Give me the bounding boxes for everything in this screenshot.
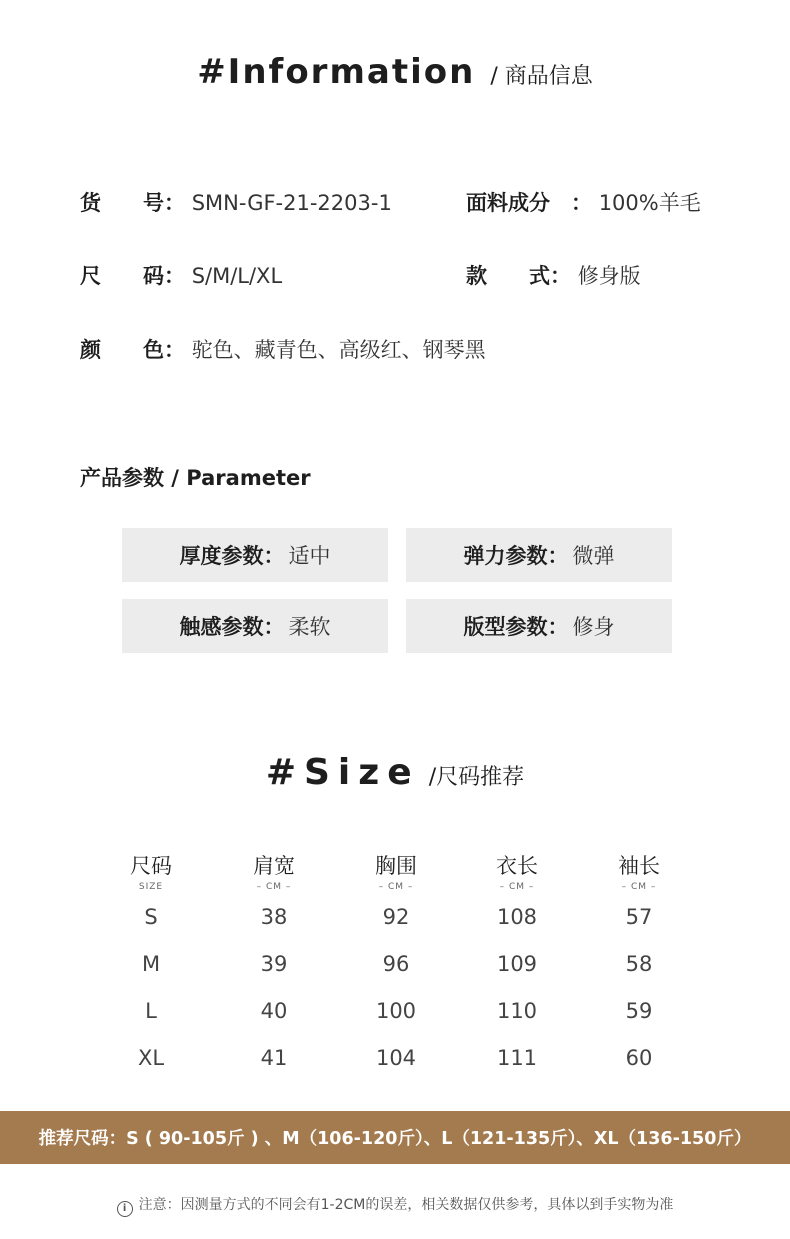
information-heading bbox=[0, 52, 790, 92]
param-label: 厚度参数： bbox=[179, 544, 285, 568]
param-elasticity bbox=[406, 528, 672, 582]
column-header-sleeve bbox=[579, 850, 699, 892]
information-subtitle: / 商品信息 bbox=[490, 64, 593, 89]
table-cell: S bbox=[144, 905, 158, 929]
info-row-style bbox=[466, 260, 641, 290]
info-value: 修身版 bbox=[577, 264, 641, 288]
size-title: #Size bbox=[265, 752, 420, 793]
param-value: 适中 bbox=[288, 544, 331, 568]
table-cell: 108 bbox=[496, 905, 538, 929]
parameter-title: 产品参数 / Parameter bbox=[80, 466, 311, 490]
param-value: 柔软 bbox=[288, 615, 331, 639]
param-value: 微弹 bbox=[572, 544, 615, 568]
table-cell: 110 bbox=[496, 999, 538, 1023]
size-subtitle: /尺码推荐 bbox=[428, 765, 525, 790]
table-cell: 38 bbox=[260, 905, 288, 929]
table-cell: 96 bbox=[382, 952, 410, 976]
param-label: 版型参数： bbox=[463, 615, 569, 639]
note-text: 注意：因测量方式的不同会有1-2CM的误差，相关数据仅供参考，具体以到手实物为准 bbox=[138, 1197, 674, 1213]
table-cell: 60 bbox=[625, 1046, 653, 1070]
column-header-size bbox=[91, 850, 211, 892]
table-cell: L bbox=[145, 999, 157, 1023]
info-label: 颜 色： bbox=[80, 338, 185, 362]
info-row-color bbox=[80, 334, 486, 364]
param-label: 弹力参数： bbox=[463, 544, 569, 568]
column-name: 肩宽 bbox=[253, 854, 295, 878]
measurement-note bbox=[0, 1194, 790, 1217]
column-unit: – CM – bbox=[499, 882, 535, 892]
info-row-fabric bbox=[466, 187, 701, 217]
column-unit: – CM – bbox=[378, 882, 414, 892]
table-cell: 39 bbox=[260, 952, 288, 976]
table-cell: 58 bbox=[625, 952, 653, 976]
column-name: 尺码 bbox=[130, 854, 172, 878]
info-row-item-number bbox=[80, 187, 392, 217]
column-header-length bbox=[457, 850, 577, 892]
table-cell: 41 bbox=[260, 1046, 288, 1070]
table-cell: 100 bbox=[375, 999, 417, 1023]
column-unit: – CM – bbox=[621, 882, 657, 892]
info-value: 驼色、藏青色、高级红、钢琴黑 bbox=[191, 338, 486, 362]
size-heading bbox=[0, 752, 790, 793]
column-name: 衣长 bbox=[496, 854, 538, 878]
size-recommendation-bar bbox=[0, 1111, 790, 1164]
table-cell: 57 bbox=[625, 905, 653, 929]
info-value: S/M/L/XL bbox=[191, 264, 283, 288]
param-thickness bbox=[122, 528, 388, 582]
table-cell: M bbox=[141, 952, 161, 976]
info-label: 货 号： bbox=[80, 191, 185, 215]
info-value: 100%羊毛 bbox=[598, 191, 701, 215]
column-header-chest bbox=[336, 850, 456, 892]
table-cell: 59 bbox=[625, 999, 653, 1023]
info-value: SMN-GF-21-2203-1 bbox=[191, 191, 392, 215]
table-cell: 111 bbox=[496, 1046, 538, 1070]
column-unit: – CM – bbox=[256, 882, 292, 892]
info-label: 尺 码： bbox=[80, 264, 185, 288]
information-title: #Information bbox=[197, 52, 476, 92]
table-cell: XL bbox=[137, 1046, 165, 1070]
param-value: 修身 bbox=[572, 615, 615, 639]
column-header-shoulder bbox=[214, 850, 334, 892]
column-name: 袖长 bbox=[618, 854, 660, 878]
param-touch bbox=[122, 599, 388, 653]
info-icon: i bbox=[117, 1201, 133, 1217]
column-unit: SIZE bbox=[138, 882, 164, 892]
table-cell: 104 bbox=[375, 1046, 417, 1070]
table-cell: 92 bbox=[382, 905, 410, 929]
table-cell: 40 bbox=[260, 999, 288, 1023]
info-label: 款 式： bbox=[466, 264, 571, 288]
param-label: 触感参数： bbox=[179, 615, 285, 639]
table-cell: 109 bbox=[496, 952, 538, 976]
column-name: 胸围 bbox=[375, 854, 417, 878]
size-recommendation-text: 推荐尺码：S ( 90-105斤 ) 、M（106-120斤）、L（121-135斤）、XL（136-150斤） bbox=[38, 1129, 752, 1149]
param-fit bbox=[406, 599, 672, 653]
info-label: 面料成分 ： bbox=[466, 191, 592, 215]
info-row-size bbox=[80, 260, 282, 290]
